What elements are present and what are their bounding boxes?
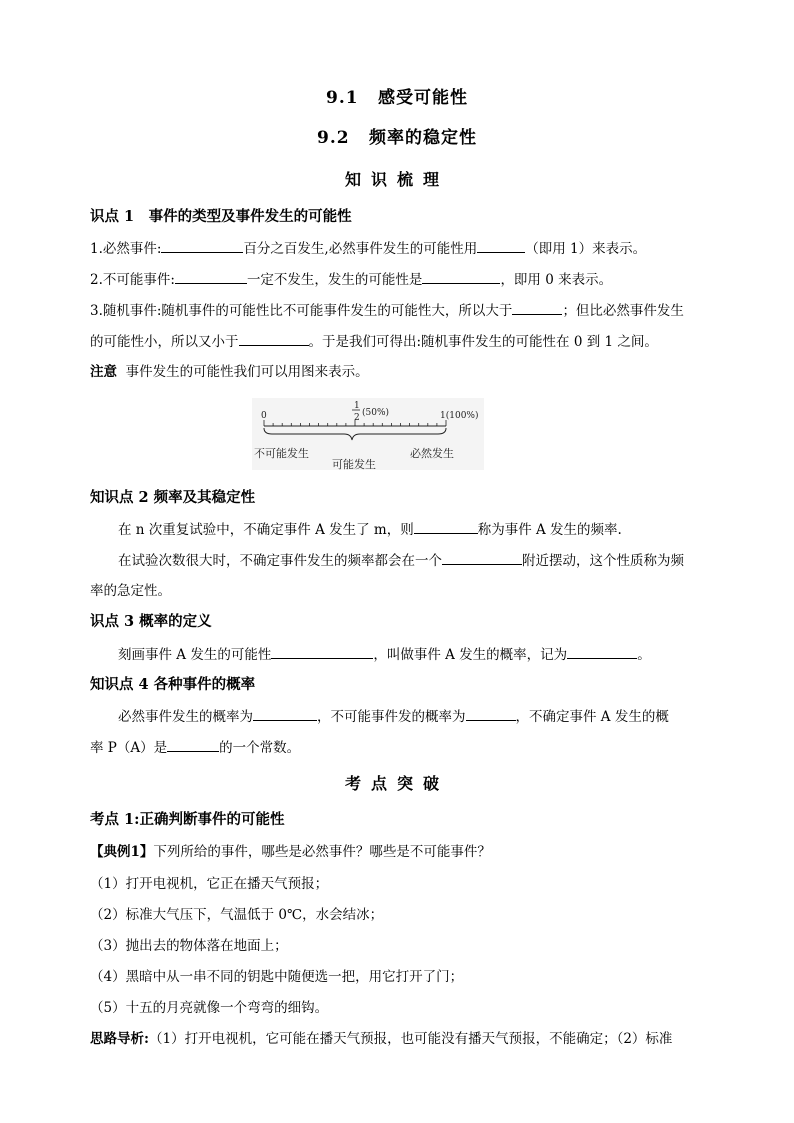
text: 附近摆动，这个性质称为频: [522, 553, 684, 569]
kp4-heading: 知识点 4 各种事件的概率: [90, 676, 256, 693]
example-label: 【典例1】: [90, 844, 154, 860]
label-impossible: 不可能发生: [254, 447, 309, 460]
analysis: [90, 1029, 672, 1049]
axis-ticks: [264, 420, 446, 426]
note-text: 事件发生的可能性我们可以用图来表示。: [125, 364, 369, 380]
blank: [442, 550, 522, 565]
exam-heading: 考点 1:正确判断事件的可能性: [90, 811, 285, 828]
possibility-number-line: [252, 398, 484, 470]
label-zero: 0: [261, 411, 267, 421]
kp1-note: [90, 362, 369, 382]
text: ；但比必然事件发生: [562, 303, 684, 319]
blank: [167, 737, 219, 752]
brace: [264, 428, 446, 440]
blank: [422, 269, 500, 284]
text: ，不确定事件 A 发生的概: [515, 709, 669, 725]
text: 的一个常数。: [219, 740, 301, 756]
kp1-line3: [90, 300, 684, 321]
title-9-1-number: 9.1: [326, 88, 359, 108]
list-item: （4）黑暗中从一串不同的钥匙中随便选一把，用它打开了门；: [90, 969, 464, 985]
text: 2.不可能事件:: [90, 272, 175, 288]
text: ，即用 0 来表示。: [500, 272, 613, 288]
label-half-numerator: 1: [354, 401, 360, 411]
kp2-para2: [118, 550, 684, 571]
label-certain: 必然发生: [410, 447, 454, 460]
title-9-2-number: 9.2: [317, 128, 350, 148]
note-label: 注意: [90, 364, 117, 380]
text: ，不可能事件发的概率为: [317, 709, 466, 725]
kp1-line2: [90, 269, 612, 290]
kp2-para1: [118, 519, 622, 540]
text: 刻画事件 A 发生的可能性: [118, 647, 272, 663]
list-item: （5）十五的月亮就像一个弯弯的细钩。: [90, 1000, 329, 1016]
kp2-heading: 知识点 2 频率及其稳定性: [90, 489, 256, 506]
blank: [512, 300, 562, 315]
text: 。: [637, 647, 651, 663]
text: 的可能性小，所以又小于: [90, 334, 239, 350]
kp2-para3: 率的急定性。: [90, 583, 171, 599]
label-one: 1(100%): [440, 411, 479, 421]
label-possible: 可能发生: [332, 458, 376, 470]
text: 称为事件 A 发生的频率.: [477, 522, 622, 538]
analysis-text: （1）打开电视机，它可能在播天气预报，也可能没有播天气预报，不能确定；（2）标准: [148, 1031, 673, 1047]
kp1-heading: 识点 1 事件的类型及事件发生的可能性: [90, 208, 352, 225]
example-1: [90, 842, 491, 862]
blank: [567, 644, 637, 659]
list-item: （2）标准大气压下，气温低于 0℃，水会结冰；: [90, 907, 384, 923]
list-item: （1）打开电视机，它正在播天气预报；: [90, 876, 329, 892]
blank: [271, 644, 373, 659]
kp1-line4: [90, 331, 658, 352]
text: ，叫做事件 A 发生的概率，记为: [373, 647, 568, 663]
section-exam-breakthrough: 考点突破: [344, 774, 449, 793]
text: 。于是我们可得出:随机事件发生的可能性在 0 到 1 之间。: [308, 334, 658, 350]
text: 1.必然事件:: [90, 241, 162, 257]
list-item: （3）抛出去的物体落在地面上；: [90, 938, 288, 954]
kp4-para2: [90, 737, 300, 758]
blank: [466, 706, 516, 721]
label-half-percent: (50%): [362, 408, 390, 418]
kp3-heading: 识点 3 概率的定义: [90, 613, 212, 630]
kp4-para1: [118, 706, 669, 727]
text: 在试验次数很大时，不确定事件发生的频率都会在一个: [118, 553, 442, 569]
section-knowledge-summary: 知识梳理: [344, 170, 449, 189]
blank: [414, 519, 478, 534]
title-9-1: [0, 88, 794, 108]
text: 率 P（A）是: [90, 740, 168, 756]
label-half-denominator: 2: [354, 413, 360, 423]
blank: [175, 269, 247, 284]
kp3-para1: [118, 644, 651, 665]
text: 3.随机事件:随机事件的可能性比不可能事件发生的可能性大，所以大于: [90, 303, 513, 319]
example-text: 下列所给的事件，哪些是必然事件？哪些是不可能事件？: [153, 844, 491, 860]
blank: [477, 238, 525, 253]
text: （即用 1）来表示。: [525, 241, 647, 257]
blank: [253, 706, 317, 721]
blank: [239, 331, 309, 346]
text: 在 n 次重复试验中，不确定事件 A 发生了 m，则: [118, 522, 414, 538]
analysis-label: 思路导析:: [90, 1031, 149, 1047]
title-9-2-text: 频率的稳定性: [369, 128, 477, 148]
kp1-line1: [90, 238, 646, 259]
text: 一定不发生，发生的可能性是: [246, 272, 423, 288]
text: 必然事件发生的概率为: [118, 709, 253, 725]
title-9-2: [0, 128, 794, 148]
blank: [161, 238, 243, 253]
text: 百分之百发生,必然事件发生的可能性用: [243, 241, 478, 257]
title-9-1-text: 感受可能性: [378, 88, 468, 108]
